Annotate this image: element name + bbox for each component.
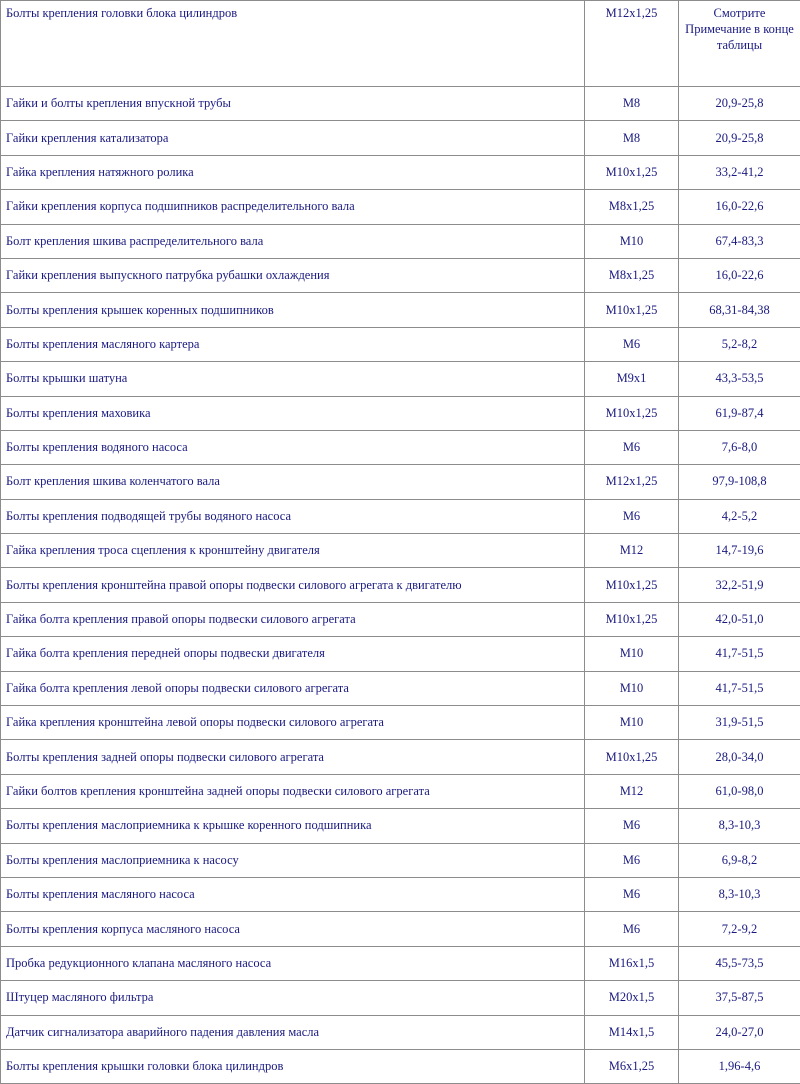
torque-value-cell: 41,7-51,5 xyxy=(679,671,800,705)
thread-size-cell: M8x1,25 xyxy=(585,190,679,224)
table-row xyxy=(1,465,800,499)
fastener-name-cell: Гайка крепления натяжного ролика xyxy=(1,155,585,189)
thread-size-cell: M20x1,5 xyxy=(585,981,679,1015)
fastener-name-cell: Штуцер масляного фильтра xyxy=(1,981,585,1015)
table-row xyxy=(1,362,800,396)
table-row xyxy=(1,293,800,327)
table-row xyxy=(1,774,800,808)
thread-size-cell: M10 xyxy=(585,706,679,740)
torque-value-cell: 16,0-22,6 xyxy=(679,258,800,292)
thread-size-cell: M10x1,25 xyxy=(585,602,679,636)
fastener-name-cell: Гайка болта крепления левой опоры подвески силового агрегата xyxy=(1,671,585,705)
fastener-name-cell: Болты крепления кронштейна правой опоры подвески силового агрегата к двигателю xyxy=(1,568,585,602)
thread-size-cell: M10x1,25 xyxy=(585,293,679,327)
fastener-name-cell: Гайка болта крепления передней опоры подвески двигателя xyxy=(1,637,585,671)
thread-size-cell: M8x1,25 xyxy=(585,258,679,292)
thread-size-cell: M12 xyxy=(585,774,679,808)
fastener-name-cell: Болты крепления масляного картера xyxy=(1,327,585,361)
thread-size-cell: M10x1,25 xyxy=(585,396,679,430)
table-row xyxy=(1,843,800,877)
torque-value-cell: 31,9-51,5 xyxy=(679,706,800,740)
table-row xyxy=(1,190,800,224)
thread-size-cell: M12x1,25 xyxy=(585,465,679,499)
table-row xyxy=(1,396,800,430)
table-row xyxy=(1,568,800,602)
thread-size-cell: M6 xyxy=(585,430,679,464)
table-row xyxy=(1,534,800,568)
fastener-name-cell: Гайки крепления выпускного патрубка рубашки охлаждения xyxy=(1,258,585,292)
torque-value-cell: 6,9-8,2 xyxy=(679,843,800,877)
thread-size-cell: M6x1,25 xyxy=(585,1049,679,1083)
table-row xyxy=(1,1049,800,1083)
thread-size-cell: M6 xyxy=(585,327,679,361)
table-row xyxy=(1,121,800,155)
thread-size-cell: M6 xyxy=(585,809,679,843)
fastener-name-cell: Болты крепления маховика xyxy=(1,396,585,430)
table-row xyxy=(1,912,800,946)
torque-value-cell: 8,3-10,3 xyxy=(679,809,800,843)
table-row xyxy=(1,327,800,361)
table-row xyxy=(1,981,800,1015)
torque-value-cell: 8,3-10,3 xyxy=(679,877,800,911)
torque-value-cell: 33,2-41,2 xyxy=(679,155,800,189)
thread-size-cell: M10 xyxy=(585,637,679,671)
torque-value-cell: 5,2-8,2 xyxy=(679,327,800,361)
table-row xyxy=(1,877,800,911)
thread-size-cell: M6 xyxy=(585,912,679,946)
fastener-name-cell: Гайки крепления катализатора xyxy=(1,121,585,155)
fastener-name-cell: Гайки болтов крепления кронштейна задней опоры подвески силового агрегата xyxy=(1,774,585,808)
fastener-name-cell: Датчик сигнализатора аварийного падения давления масла xyxy=(1,1015,585,1049)
torque-note-cell: Смотрите Примечание в конце таблицы xyxy=(679,1,800,87)
torque-value-cell: 7,2-9,2 xyxy=(679,912,800,946)
torque-value-cell: 14,7-19,6 xyxy=(679,534,800,568)
fastener-name-cell: Болт крепления шкива коленчатого вала xyxy=(1,465,585,499)
torque-value-cell: 28,0-34,0 xyxy=(679,740,800,774)
thread-size-cell: M10 xyxy=(585,671,679,705)
fastener-name-cell: Болты крепления маслоприемника к крышке коренного подшипника xyxy=(1,809,585,843)
torque-value-cell: 42,0-51,0 xyxy=(679,602,800,636)
table-row xyxy=(1,1,800,87)
fastener-name-cell: Гайка болта крепления правой опоры подвески силового агрегата xyxy=(1,602,585,636)
torque-value-cell: 1,96-4,6 xyxy=(679,1049,800,1083)
torque-value-cell: 67,4-83,3 xyxy=(679,224,800,258)
fastener-name-cell: Гайка крепления кронштейна левой опоры подвески силового агрегата xyxy=(1,706,585,740)
thread-size-cell: M12 xyxy=(585,534,679,568)
fastener-name-cell: Болты крепления крышек коренных подшипников xyxy=(1,293,585,327)
fastener-name-cell: Гайки и болты крепления впускной трубы xyxy=(1,87,585,121)
table-row xyxy=(1,224,800,258)
thread-size-cell: M14x1,5 xyxy=(585,1015,679,1049)
torque-value-cell: 68,31-84,38 xyxy=(679,293,800,327)
thread-size-cell: M9x1 xyxy=(585,362,679,396)
torque-value-cell: 41,7-51,5 xyxy=(679,637,800,671)
fastener-name-cell: Болты крепления задней опоры подвески силового агрегата xyxy=(1,740,585,774)
fastener-name-cell: Болты крепления маслоприемника к насосу xyxy=(1,843,585,877)
table-row xyxy=(1,499,800,533)
table-row xyxy=(1,155,800,189)
fastener-name-cell: Болты крепления крышки головки блока цилиндров xyxy=(1,1049,585,1083)
thread-size-cell: M16x1,5 xyxy=(585,946,679,980)
table-row xyxy=(1,671,800,705)
table-row xyxy=(1,637,800,671)
thread-size-cell: M12x1,25 xyxy=(585,1,679,87)
table-row xyxy=(1,1015,800,1049)
fastener-name-cell: Болты крепления головки блока цилиндров xyxy=(1,1,585,87)
fastener-name-cell: Болты крышки шатуна xyxy=(1,362,585,396)
torque-value-cell: 4,2-5,2 xyxy=(679,499,800,533)
thread-size-cell: M10x1,25 xyxy=(585,155,679,189)
thread-size-cell: M8 xyxy=(585,121,679,155)
thread-size-cell: M10x1,25 xyxy=(585,740,679,774)
torque-value-cell: 32,2-51,9 xyxy=(679,568,800,602)
fastener-name-cell: Гайки крепления корпуса подшипников распределительного вала xyxy=(1,190,585,224)
torque-value-cell: 61,0-98,0 xyxy=(679,774,800,808)
table-row xyxy=(1,740,800,774)
thread-size-cell: M10x1,25 xyxy=(585,568,679,602)
torque-value-cell: 43,3-53,5 xyxy=(679,362,800,396)
torque-value-cell: 37,5-87,5 xyxy=(679,981,800,1015)
fastener-name-cell: Болты крепления корпуса масляного насоса xyxy=(1,912,585,946)
torque-value-cell: 97,9-108,8 xyxy=(679,465,800,499)
table-row xyxy=(1,258,800,292)
fastener-name-cell: Болт крепления шкива распределительного вала xyxy=(1,224,585,258)
torque-value-cell: 20,9-25,8 xyxy=(679,87,800,121)
fastener-name-cell: Болты крепления масляного насоса xyxy=(1,877,585,911)
table-row xyxy=(1,602,800,636)
table-row xyxy=(1,946,800,980)
table-row xyxy=(1,706,800,740)
table-row xyxy=(1,809,800,843)
torque-value-cell: 20,9-25,8 xyxy=(679,121,800,155)
fastener-name-cell: Болты крепления подводящей трубы водяного насоса xyxy=(1,499,585,533)
fastener-name-cell: Болты крепления водяного насоса xyxy=(1,430,585,464)
fastener-name-cell: Пробка редукционного клапана масляного насоса xyxy=(1,946,585,980)
torque-value-cell: 24,0-27,0 xyxy=(679,1015,800,1049)
thread-size-cell: M10 xyxy=(585,224,679,258)
thread-size-cell: M8 xyxy=(585,87,679,121)
torque-value-cell: 7,6-8,0 xyxy=(679,430,800,464)
table-row xyxy=(1,87,800,121)
thread-size-cell: M6 xyxy=(585,877,679,911)
thread-size-cell: M6 xyxy=(585,843,679,877)
torque-value-cell: 61,9-87,4 xyxy=(679,396,800,430)
torque-value-cell: 45,5-73,5 xyxy=(679,946,800,980)
fastener-name-cell: Гайка крепления троса сцепления к кронштейну двигателя xyxy=(1,534,585,568)
torque-table-body xyxy=(1,1,800,1084)
table-row xyxy=(1,430,800,464)
torque-value-cell: 16,0-22,6 xyxy=(679,190,800,224)
thread-size-cell: M6 xyxy=(585,499,679,533)
